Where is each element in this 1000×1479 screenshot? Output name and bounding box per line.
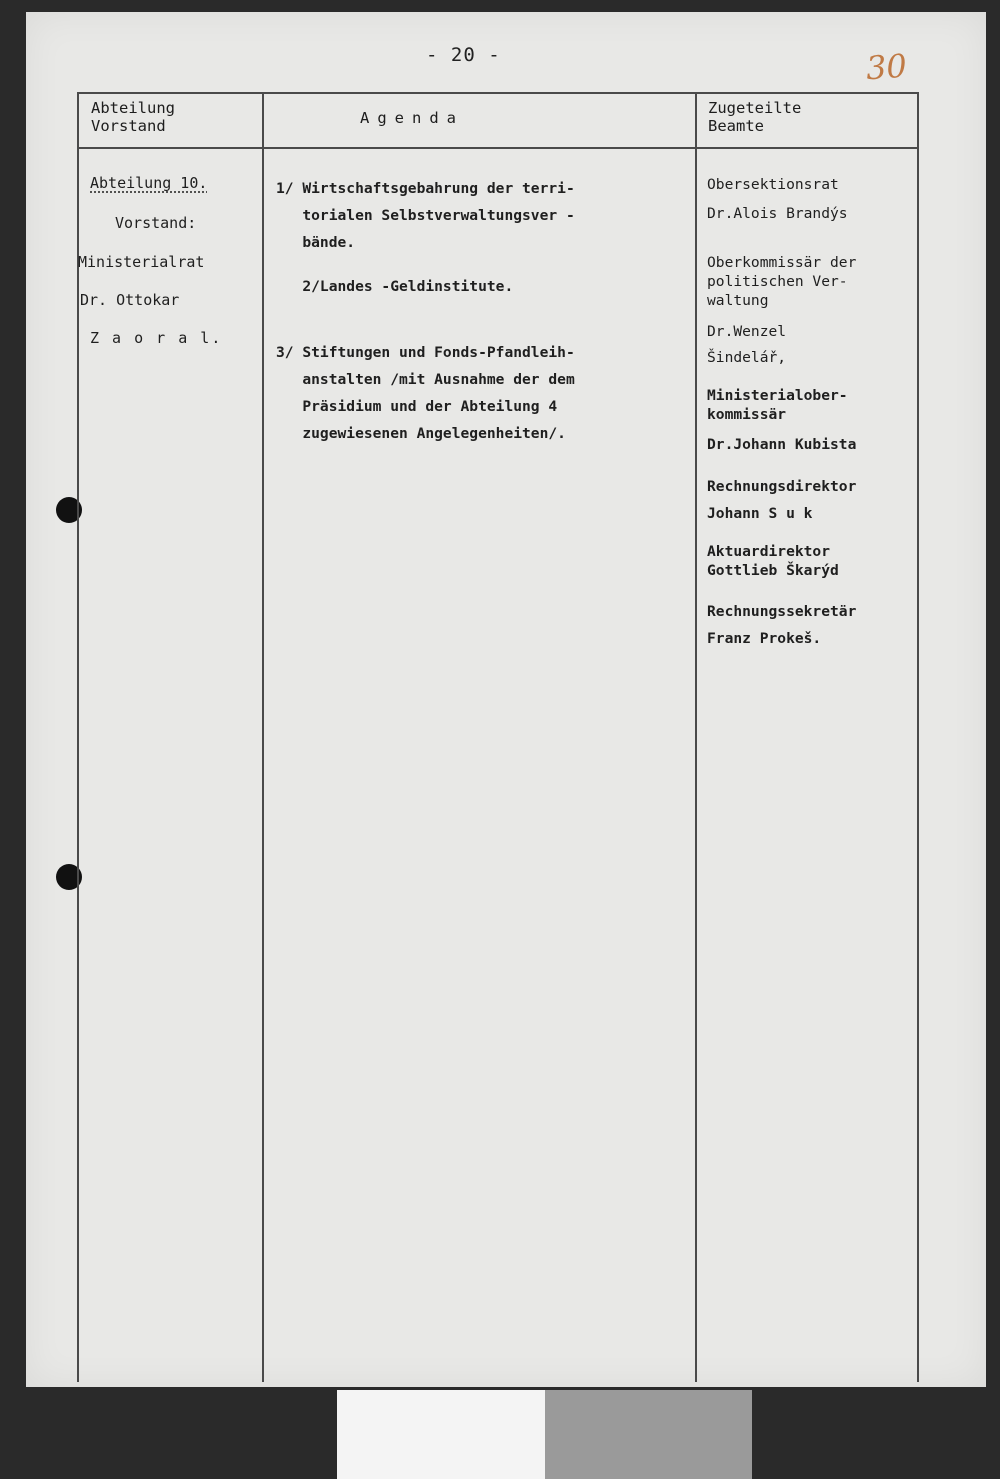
agenda-line: zugewiesenen Angelegenheiten/.: [276, 425, 566, 442]
agenda-line: torialen Selbstverwaltungsver -: [276, 207, 575, 224]
official-entry: [707, 435, 856, 454]
official-entry: [707, 473, 856, 527]
official-entry: [707, 386, 848, 424]
official-line: politischen Ver-: [707, 273, 848, 290]
agenda-item: [276, 175, 575, 256]
official-line: Gottlieb Škarýd: [707, 562, 839, 579]
official-line: waltung: [707, 292, 769, 309]
archive-number: 30: [864, 46, 908, 88]
header-col3: [708, 99, 801, 135]
official-line: Rechnungsdirektor: [707, 478, 857, 495]
official-line: Dr.Alois Brandýs: [707, 205, 848, 222]
official-line: Šindelář,: [707, 349, 787, 366]
agenda-line: 3/ Stiftungen und Fonds-Pfandleih-: [276, 344, 575, 361]
department-head-label: Vorstand:: [115, 214, 197, 232]
official-entry: [707, 598, 856, 652]
table-divider-1: [262, 92, 264, 1382]
header-col1: [91, 99, 175, 135]
official-line: Dr.Wenzel: [707, 323, 787, 340]
official-line: Rechnungssekretär: [707, 603, 857, 620]
agenda-line: bände.: [276, 234, 356, 251]
agenda-line: 1/ Wirtschaftsgebahrung der terri-: [276, 180, 575, 197]
header-agenda: Agenda: [360, 109, 464, 127]
header-col1-line2: Vorstand: [91, 117, 166, 135]
official-line: Johann S u k: [707, 505, 813, 522]
table-top-border: [78, 92, 918, 94]
page-number: - 20 -: [426, 44, 501, 66]
department-head-rank: Ministerialrat: [78, 253, 205, 271]
department-title: Abteilung 10.: [90, 174, 208, 192]
official-line: Ministerialober-: [707, 387, 848, 404]
table-left-border: [77, 92, 79, 1382]
official-entry: [707, 542, 839, 580]
table-right-border: [917, 92, 919, 1382]
official-line: Oberkommissär der: [707, 254, 857, 271]
calibration-patch-white: [337, 1390, 545, 1479]
official-line: kommissär: [707, 406, 787, 423]
official-line: Obersektionsrat: [707, 176, 839, 193]
official-entry: [707, 175, 839, 194]
official-line: Aktuardirektor: [707, 543, 831, 560]
agenda-line: 2/Landes -Geldinstitute.: [276, 278, 514, 295]
calibration-patch-grey: [545, 1390, 752, 1479]
department-head-surname: Z a o r a l.: [90, 329, 223, 347]
agenda-item: [276, 339, 575, 447]
table-divider-2: [695, 92, 697, 1382]
official-line: Franz Prokeš.: [707, 630, 822, 647]
table-header-divider: [78, 147, 918, 149]
agenda-line: Präsidium und der Abteilung 4: [276, 398, 558, 415]
header-col3-line2: Beamte: [708, 117, 764, 135]
agenda-item: [276, 273, 513, 300]
document-page: [26, 12, 986, 1387]
header-col1-line1: Abteilung: [91, 99, 175, 117]
official-entry: [707, 253, 856, 310]
header-col3-line1: Zugeteilte: [708, 99, 802, 117]
official-line: Dr.Johann Kubista: [707, 436, 857, 453]
official-entry: [707, 319, 786, 371]
agenda-line: anstalten /mit Ausnahme der dem: [276, 371, 575, 388]
official-entry: [707, 204, 848, 223]
department-head-name: Dr. Ottokar: [80, 291, 180, 309]
